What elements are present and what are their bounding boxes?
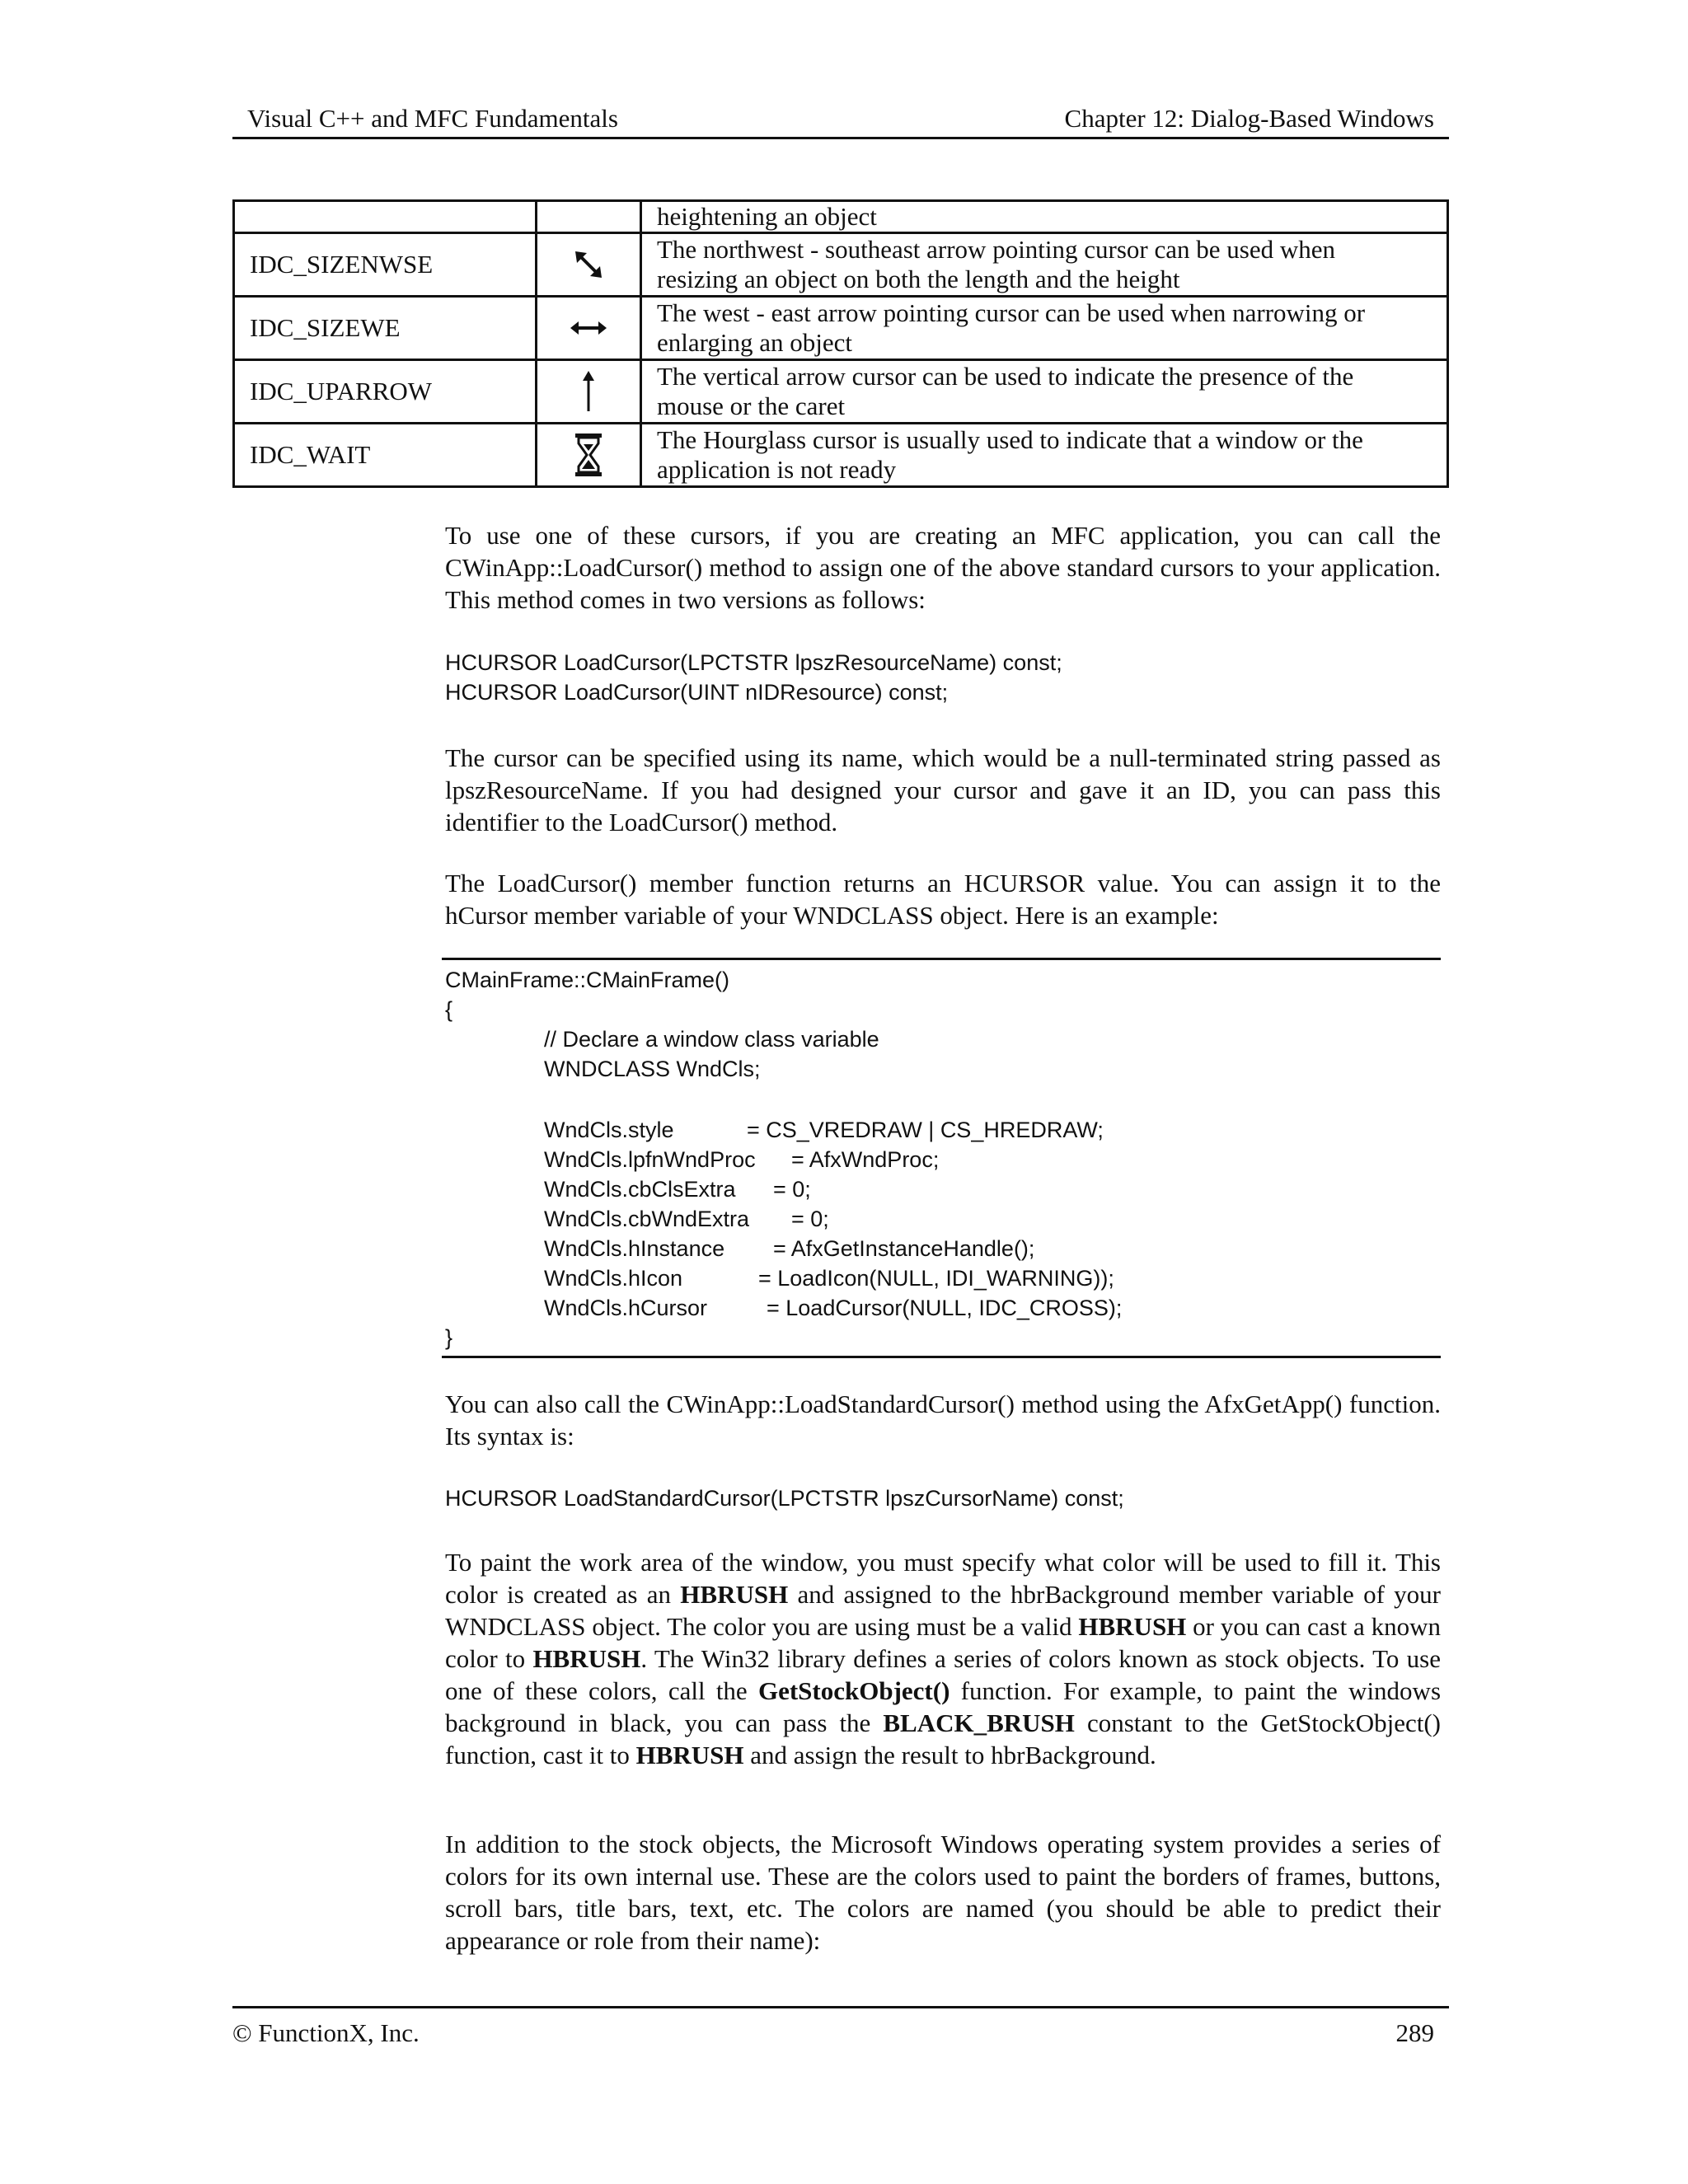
text-run: constant to the GetStockObject() function, cast it to: [445, 1708, 1441, 1769]
bold-term: GetStockObject(): [757, 1676, 950, 1705]
cursor-name-cell: IDC_SIZEWE: [234, 297, 537, 360]
description-line: resizing an object on both the length and the height: [657, 265, 1180, 293]
description-line: mouse or the caret: [657, 391, 846, 420]
code-line: CMainFrame::CMainFrame(): [445, 968, 730, 992]
description-line: The northwest - southeast arrow pointing cursor can be used when: [657, 235, 1335, 264]
table-row: [234, 201, 1448, 233]
paragraph-system-colors: In addition to the stock objects, the Microsoft Windows operating system provides a series of colors for its own internal use. These are the colors used to paint the borders of frames, buttons, scroll bars, title bars, text, etc. The colors are named (you should be able to predict their appearance or role from their name):: [445, 1830, 1441, 1955]
paragraph-load-cursor-intro: To use one of these cursors, if you are creating an MFC application, you can call the CWinApp::LoadCursor() method to assign one of the above standard cursors to your application. This method comes in two versions as follows:: [445, 521, 1441, 614]
cursor-name-cell: IDC_SIZENWSE: [234, 233, 537, 297]
text-run: and assigned to the hbrBackground member variable of your WNDCLASS object. The color you are using must be a valid: [445, 1580, 1441, 1641]
code-assignment-rhs: = LoadCursor(NULL, IDC_CROSS);: [767, 1296, 1123, 1320]
footer-copyright: © FunctionX, Inc.: [232, 2018, 420, 2047]
page-header: [232, 99, 1449, 139]
table-row: [234, 424, 1448, 487]
code-assignment-rhs: = AfxWndProc;: [791, 1147, 940, 1172]
paragraph-cursor-name: The cursor can be specified using its name, which would be a null-terminated string passed as lpszResourceName. If you had designed your cursor and gave it an ID, you can pass this identifier to the LoadCursor() method.: [445, 743, 1441, 837]
cursor-icon-cell: [537, 233, 641, 297]
cursor-icon-cell: [537, 297, 641, 360]
code-assignment-rhs: = LoadIcon(NULL, IDI_WARNING));: [758, 1266, 1114, 1291]
cursor-description-cell: [641, 297, 1448, 360]
description-line: The west - east arrow pointing cursor can be used when narrowing or: [657, 298, 1366, 327]
cursor-name-cell: [234, 201, 537, 233]
page-footer: [232, 2006, 1449, 2051]
paragraph-hbrush: [445, 1546, 1441, 1771]
description-line: enlarging an object: [657, 328, 853, 357]
code-load-standard-cursor: HCURSOR LoadStandardCursor(LPCTSTR lpszCursorName) const;: [445, 1486, 1124, 1511]
cursor-icon-cell: [537, 360, 641, 424]
code-line: }: [445, 1325, 453, 1350]
table-row: [234, 297, 1448, 360]
code-assignment-lhs: WndCls.cbClsExtra: [544, 1177, 736, 1202]
code-assignment-lhs: WndCls.lpfnWndProc: [544, 1147, 756, 1172]
text-run: . The Win32 library defines a series of colors known as stock objects. To use one of these colors, call the: [445, 1644, 1441, 1705]
code-example-block: [442, 958, 1441, 1358]
code-line: WNDCLASS WndCls;: [544, 1057, 761, 1081]
bold-term: HBRUSH: [532, 1644, 641, 1673]
text-run: or you can cast a known color to: [445, 1612, 1442, 1673]
hourglass-icon: [574, 432, 603, 478]
code-load-cursor-v2: HCURSOR LoadCursor(UINT nIDResource) const;: [445, 680, 949, 705]
cursor-description-cell: [641, 201, 1448, 233]
cursor-description-cell: [641, 233, 1448, 297]
cursor-icon-cell: [537, 201, 641, 233]
cursor-icon-cell: [537, 424, 641, 487]
cursor-name-cell: IDC_WAIT: [234, 424, 537, 487]
code-assignment-lhs: WndCls.hInstance: [544, 1236, 725, 1261]
text-run: and assign the result to hbrBackground.: [743, 1741, 1156, 1769]
bold-term: HBRUSH: [680, 1580, 789, 1609]
up-arrow-icon: [580, 370, 597, 413]
description-line: The vertical arrow cursor can be used to indicate the presence of the: [657, 362, 1354, 391]
paragraph-load-cursor-return: The LoadCursor() member function returns an HCURSOR value. You can assign it to the hCursor member variable of your WNDCLASS object. Here is an example:: [445, 869, 1441, 930]
header-book-title: Visual C++ and MFC Fundamentals: [247, 104, 618, 133]
code-load-cursor-v1: HCURSOR LoadCursor(LPCTSTR lpszResourceName) const;: [445, 650, 1062, 675]
description-line: heightening an object: [657, 202, 877, 231]
code-assignment-rhs: = 0;: [791, 1207, 829, 1231]
text-run: function. For example, to paint the windows background in black, you can pass the: [445, 1676, 1442, 1737]
text-run: To paint the work area of the window, you must specify what color will be used to fill it. This color is created as an: [445, 1548, 1441, 1609]
table-row: [234, 233, 1448, 297]
code-assignment-rhs: = AfxGetInstanceHandle();: [773, 1236, 1035, 1261]
code-assignment-lhs: WndCls.hCursor: [544, 1296, 708, 1320]
header-chapter-title: Chapter 12: Dialog-Based Windows: [1064, 104, 1434, 133]
code-comment: // Declare a window class variable: [544, 1027, 879, 1052]
bold-term: HBRUSH: [635, 1741, 744, 1769]
code-assignment-lhs: WndCls.hIcon: [544, 1266, 683, 1291]
description-line: application is not ready: [657, 455, 897, 484]
paragraph-load-standard-cursor: You can also call the CWinApp::LoadStandardCursor() method using the AfxGetApp() function. Its syntax is:: [445, 1390, 1441, 1451]
bold-term: HBRUSH: [1078, 1612, 1187, 1641]
cursor-table: [232, 199, 1449, 488]
diagonal-resize-icon: [572, 248, 605, 281]
cursor-description-cell: [641, 360, 1448, 424]
code-assignment-rhs: = CS_VREDRAW | CS_HREDRAW;: [747, 1118, 1104, 1142]
page-number: 289: [1395, 2018, 1434, 2047]
description-line: The Hourglass cursor is usually used to indicate that a window or the: [657, 425, 1363, 454]
table-row: [234, 360, 1448, 424]
cursor-name-cell: IDC_UPARROW: [234, 360, 537, 424]
code-assignment-lhs: WndCls.style: [544, 1118, 674, 1142]
code-assignment-rhs: = 0;: [773, 1177, 811, 1202]
bold-term: BLACK_BRUSH: [883, 1708, 1075, 1737]
horizontal-resize-icon: [569, 318, 608, 338]
code-line: {: [445, 997, 453, 1022]
cursor-description-cell: [641, 424, 1448, 487]
code-assignment-lhs: WndCls.cbWndExtra: [544, 1207, 750, 1231]
